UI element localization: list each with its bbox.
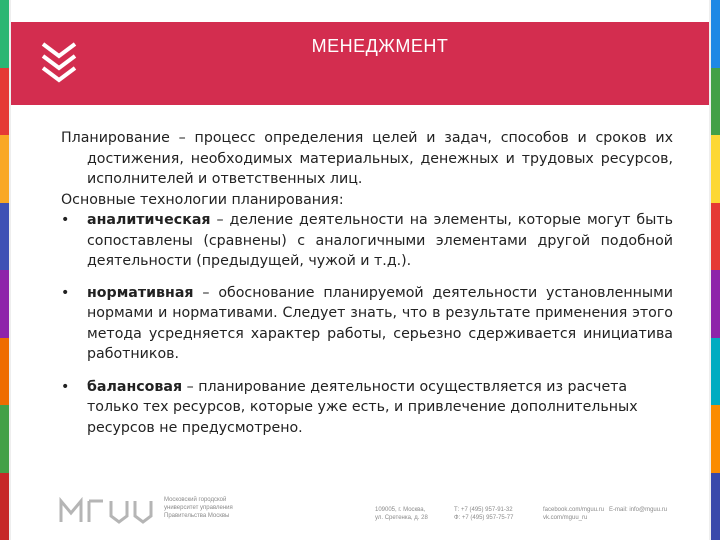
bullet-marker: • bbox=[61, 212, 70, 228]
color-strip-segment bbox=[0, 473, 9, 540]
address-line: ул. Сретенка, д. 28 bbox=[375, 515, 428, 521]
email-link[interactable]: E-mail: info@mguu.ru bbox=[609, 507, 668, 513]
right-color-strip bbox=[711, 0, 720, 540]
bullet-analytical bbox=[61, 210, 673, 272]
bullet-term: нормативная bbox=[87, 284, 194, 301]
color-strip-segment bbox=[0, 0, 9, 68]
bullet-text: – деление деятельности на элементы, которые могут быть сопоставлены (сравнены) с аналогичными элементами другой подобной деятельности (предыдущей, чужой и т.д.). bbox=[87, 212, 673, 269]
phone-line: Т: +7 (495) 957-91-32 bbox=[454, 507, 513, 513]
intro-text: – процесс определения целей и задач, способов и сроков их достижения, необходимых материальных, денежных и трудовых ресурсов, исполнителей и ответственных лиц. bbox=[87, 130, 673, 187]
bullet-marker: • bbox=[61, 378, 70, 395]
bullet-term: аналитическая bbox=[87, 212, 211, 228]
slide-title: МЕНЕДЖМЕНТ bbox=[311, 36, 449, 56]
color-strip-segment bbox=[0, 68, 9, 136]
color-strip-segment bbox=[711, 338, 720, 406]
bullet-marker: • bbox=[61, 284, 70, 301]
address-line: 109005, г. Москва, bbox=[375, 507, 426, 513]
slide-content bbox=[61, 128, 673, 438]
social-link[interactable]: facebook.com/mguu.ru bbox=[543, 507, 605, 513]
color-strip-segment bbox=[711, 68, 720, 136]
slide bbox=[11, 0, 709, 540]
color-strip-segment bbox=[0, 338, 9, 406]
tech-heading-text: Основные технологии планирования bbox=[61, 191, 339, 208]
slide-footer bbox=[11, 490, 709, 540]
color-strip-segment bbox=[711, 0, 720, 68]
footer-address bbox=[375, 506, 455, 522]
bullet-term: балансовая bbox=[87, 378, 183, 395]
bullet-text: – обоснование планируемой деятельности установленными нормами и нормативами. Следует знать, что в результате применения этого метода усредняется характер работы, серьезно сдерживается инициатива работников. bbox=[87, 284, 673, 362]
social-link[interactable]: vk.com/mguu_ru bbox=[543, 515, 588, 521]
color-strip-segment bbox=[711, 405, 720, 473]
bullet-text: – планирование деятельности осуществляется из расчета только тех ресурсов, которые уже есть, и привлечение дополнительных ресурсов не предусмотрено. bbox=[87, 378, 638, 436]
university-line: Московский городской bbox=[164, 497, 227, 503]
color-strip-segment bbox=[0, 405, 9, 473]
university-line: Правительства Москвы bbox=[164, 513, 230, 519]
tech-heading-suffix: : bbox=[338, 191, 344, 208]
color-strip-segment bbox=[0, 270, 9, 338]
bullet-normative bbox=[61, 283, 673, 365]
color-strip-segment bbox=[711, 270, 720, 338]
left-color-strip bbox=[0, 0, 9, 540]
color-strip-segment bbox=[711, 473, 720, 540]
title-banner bbox=[11, 22, 709, 105]
color-strip-segment bbox=[0, 203, 9, 271]
intro-paragraph bbox=[61, 128, 673, 190]
color-strip-segment bbox=[711, 203, 720, 271]
university-line: университет управления bbox=[164, 505, 233, 511]
university-logo bbox=[57, 496, 157, 526]
tech-heading bbox=[61, 190, 673, 211]
university-name bbox=[164, 496, 264, 520]
intro-term: Планирование bbox=[61, 130, 170, 146]
color-strip-segment bbox=[0, 135, 9, 203]
footer-social bbox=[543, 506, 613, 522]
color-strip-segment bbox=[711, 135, 720, 203]
phone-line: Ф: +7 (495) 957-75-77 bbox=[454, 515, 514, 521]
bullet-balance bbox=[61, 377, 673, 439]
footer-email bbox=[609, 506, 709, 514]
footer-phones bbox=[454, 506, 530, 522]
